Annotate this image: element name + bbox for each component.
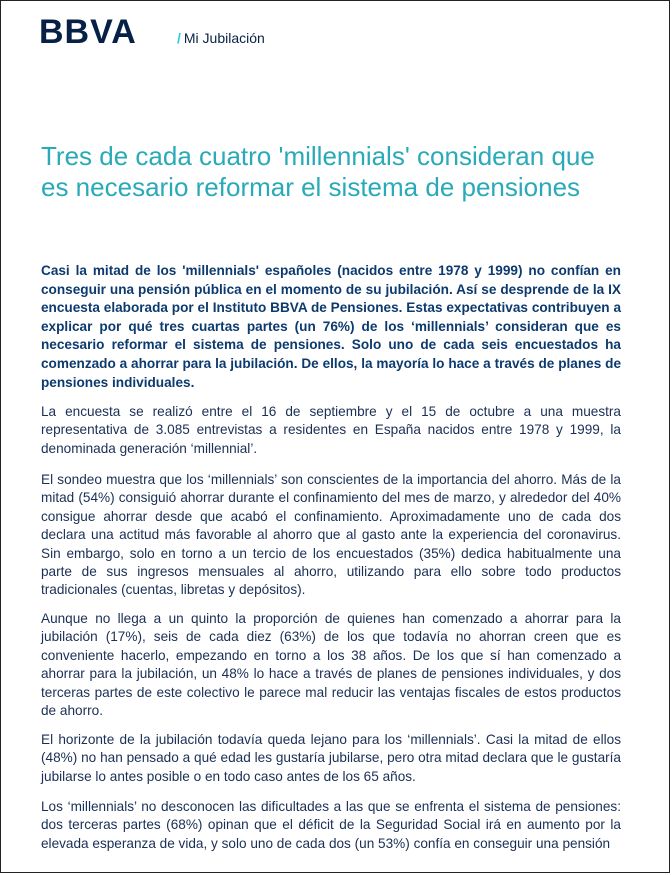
article-paragraph: El sondeo muestra que los ‘millennials’ son conscientes de la importancia del ahorro. Más de la mitad (54%) consiguió ahorrar durante el confinamiento del mes de marzo, y alrededor del 40% consigue ahorrar desde que acabó el confinamiento. Aproximadamente uno de cada dos declara una actitud más favorable al ahorro que al gasto ante la experiencia del coronavirus. Sin embargo, solo en torno a un tercio de los encuestados (35%) dedica habitualmente una parte de sus ingresos mensuales al ahorro, utilizando para ello sobre todo productos tradicionales (cuentas, libretas y depósitos). xyxy=(41,472,621,598)
article-paragraph: La encuesta se realizó entre el 16 de septiembre y el 15 de octubre a una muestra representativa de 3.085 entrevistas a residentes en España nacidos entre 1978 y 1999, la denominada generación ‘millennial’. xyxy=(41,404,621,456)
section-label xyxy=(177,28,265,48)
article-lead: Casi la mitad de los 'millennials' españoles (nacidos entre 1978 y 1999) no confían en conseguir una pensión pública en el momento de su jubilación. Así se desprende de la IX encuesta elaborada por el Instituto BBVA de Pensiones. Estas expectativas contribuyen a explicar por qué tres cuartas partes (un 76%) de los ‘millennials’ consideran que es necesario reformar el sistema de pensiones. Solo uno de cada seis encuestados ha comenzado a ahorrar para la jubilación. De ellos, la mayoría lo hace a través de planes de pensiones individuales. xyxy=(41,263,621,390)
article-paragraph: El horizonte de la jubilación todavía queda lejano para los ‘millennials’. Casi la mitad de ellos (48%) no han pensado a qué edad les gustaría jubilarse, pero otra mitad declara que le gustaría jubilarse lo antes posible o en todo caso antes de los 65 años. xyxy=(41,732,621,784)
article-paragraph: Los ‘millennials’ no desconocen las dificultades a las que se enfrenta el sistema de pensiones: dos terceras partes (68%) opinan que el déficit de la Seguridad Social irá en aumento por la elevada esperanza de vida, y solo uno de cada dos (un 53%) confía en conseguir una pensión xyxy=(41,799,621,851)
section-name: Mi Jubilación xyxy=(183,30,265,46)
article-paragraph: Aunque no llega a un quinto la proporción de quienes han comenzado a ahorrar para la jubilación (17%), seis de cada diez (63%) de los que todavía no ahorran creen que es conveniente hacerlo, empezando en torno a los 38 años. De los que sí han comenzado a ahorrar para la jubilación, un 48% lo hace a través de planes de pensiones individuales, y dos terceras partes de este colectivo le parece mal reducir las ventajas fiscales de estos productos de ahorro. xyxy=(41,611,621,719)
article-title: Tres de cada cuatro 'millennials' consideran que es necesario reformar el sistema de pensiones xyxy=(41,141,595,202)
bbva-logo: BBVA xyxy=(39,13,137,51)
page-header xyxy=(39,15,639,55)
section-slash: / xyxy=(177,30,181,46)
